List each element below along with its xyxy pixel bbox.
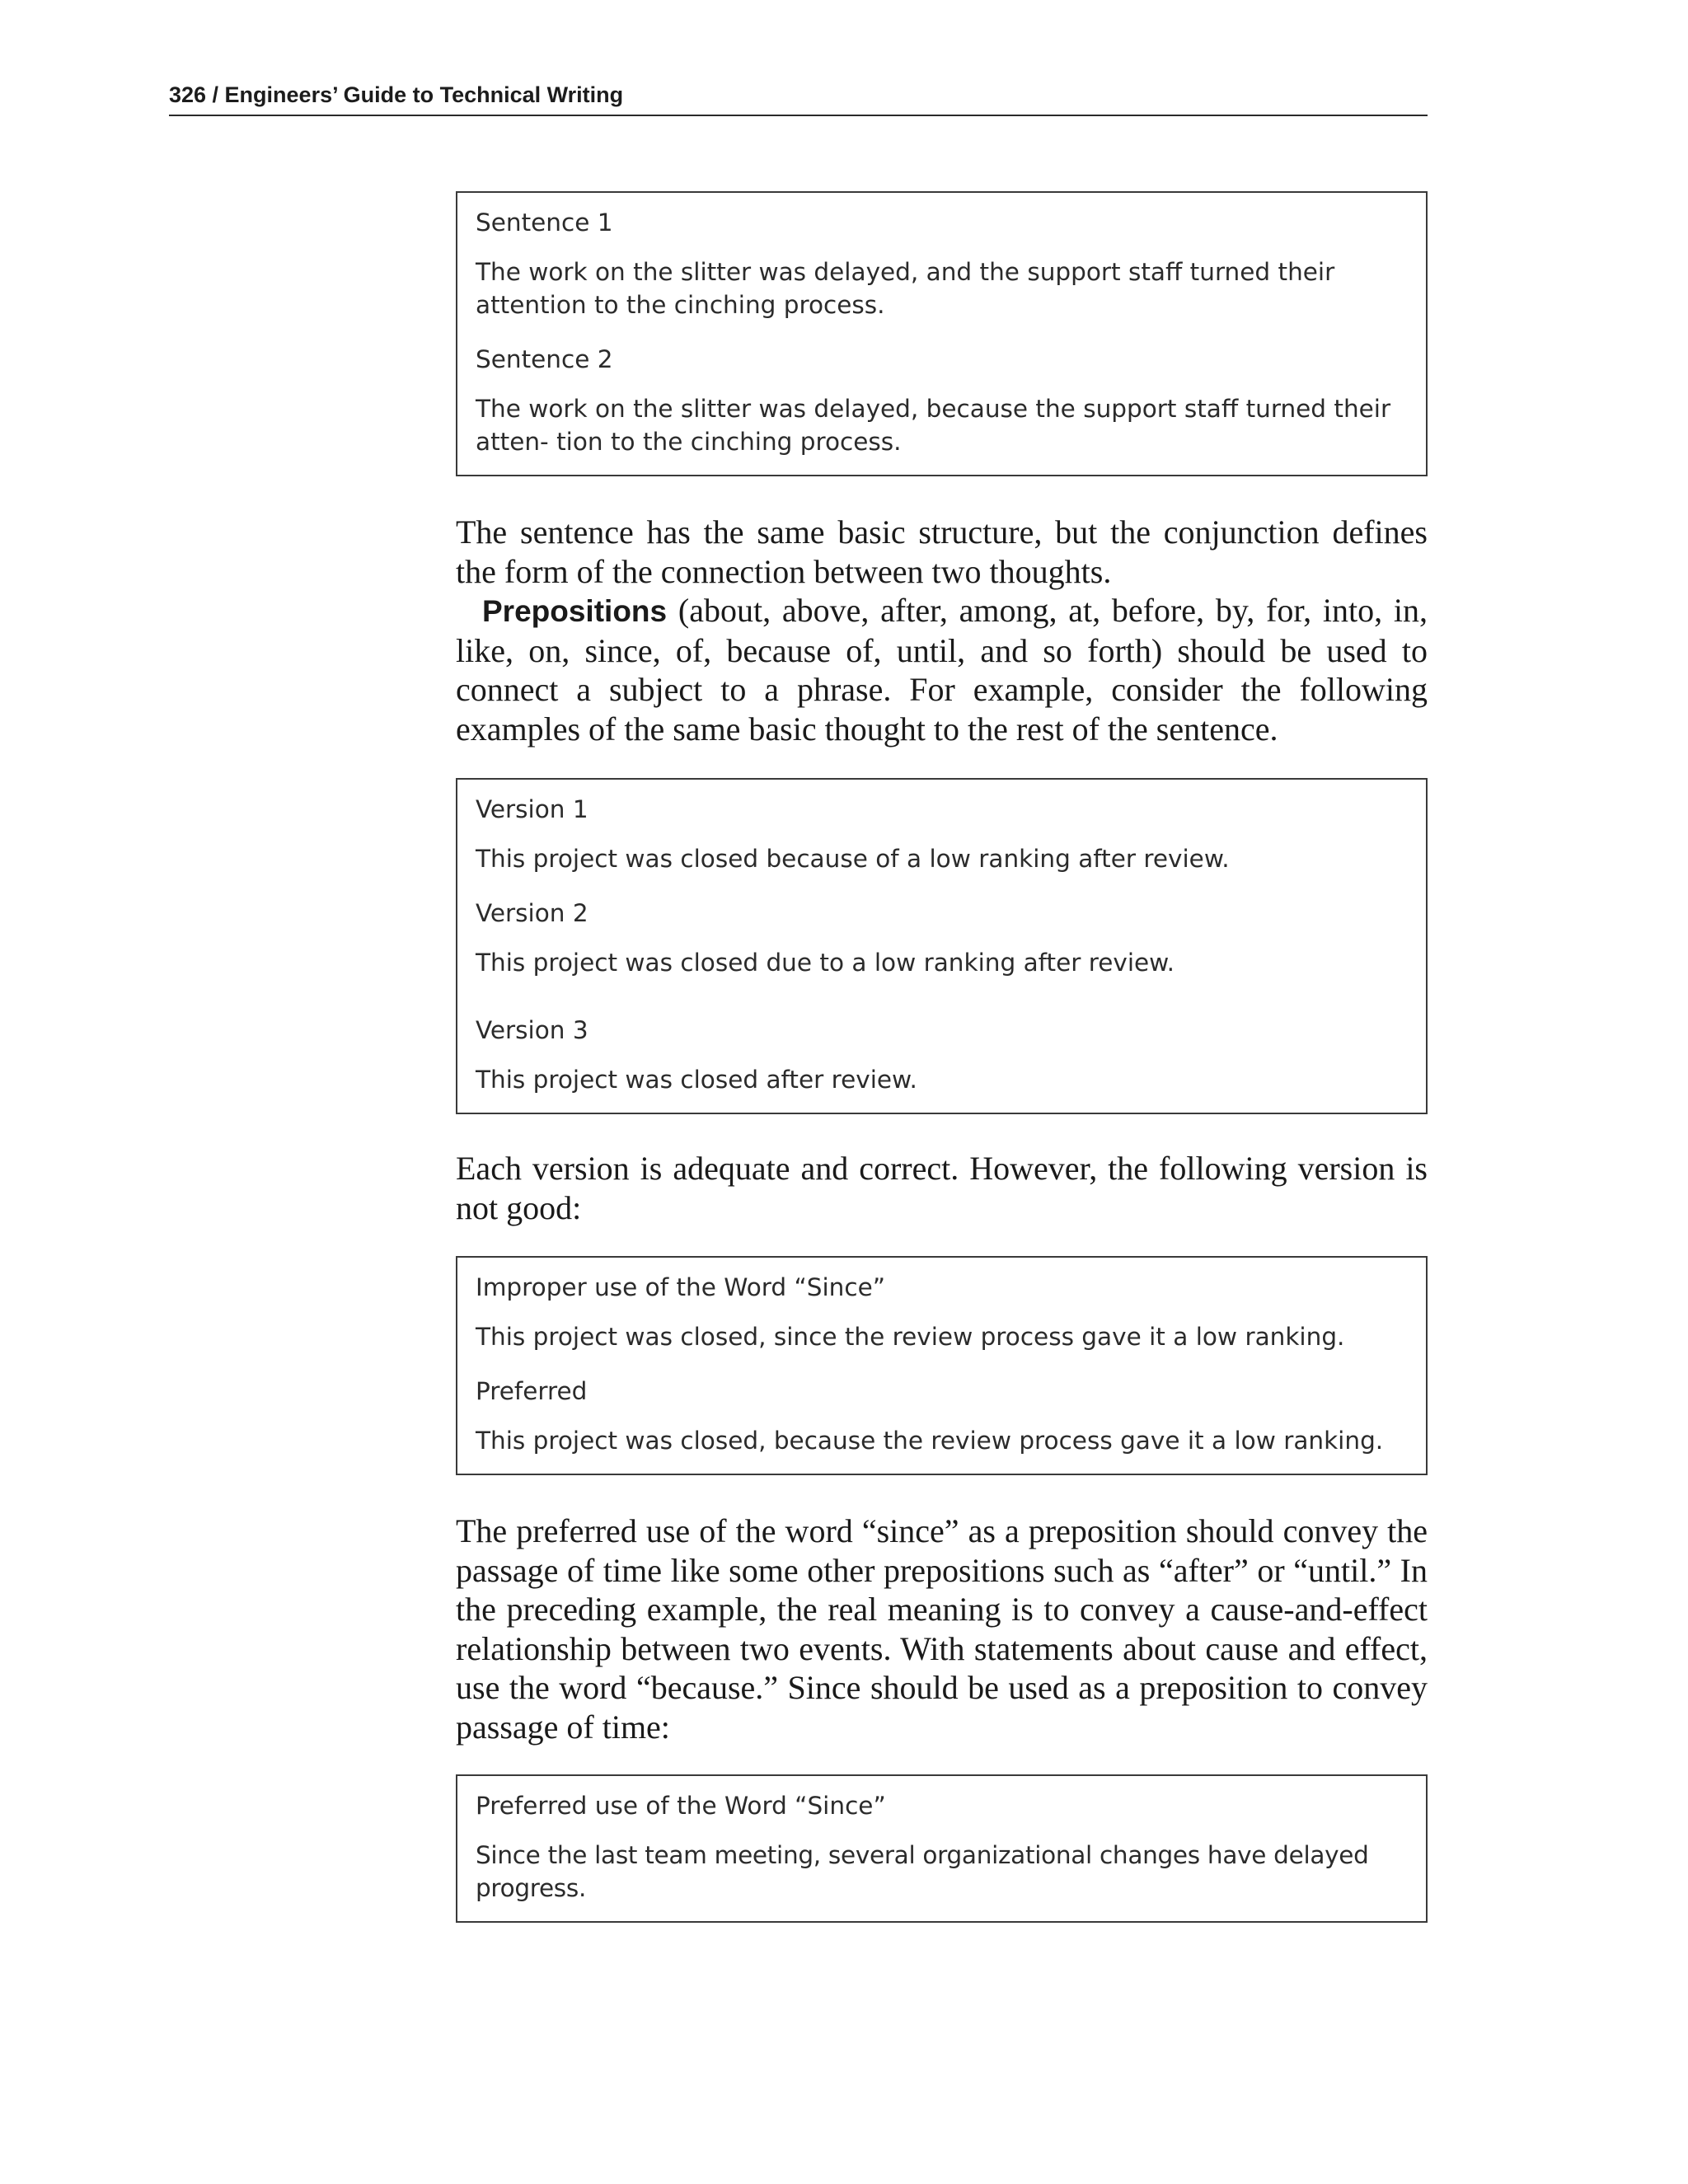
box-text: This project was closed due to a low ranking after review.	[476, 949, 1175, 977]
box-label: Version 3	[476, 1016, 588, 1044]
body-paragraph-prepositions	[456, 591, 1428, 748]
box-text: This project was closed because of a low ranking after review.	[476, 845, 1230, 873]
example-box-preferred-since	[456, 1774, 1428, 1923]
term-prepositions: Prepositions	[482, 594, 668, 628]
box-text: This project was closed after review.	[476, 1066, 917, 1094]
box-label: Sentence 1	[476, 209, 613, 237]
paragraph-text: (about, above, after, among, at, before, by, for, into, in, like, on, since, of, because of, until, and so forth) should be used to connect a subject to a phrase. For example, consider the following examples of the same basic thought to the rest of the sentence.	[456, 592, 1428, 748]
page-content	[456, 191, 1428, 1923]
box-label: Version 2	[476, 899, 588, 927]
box-label: Preferred	[476, 1377, 588, 1405]
box-text: This project was closed, because the review process gave it a low ranking.	[476, 1427, 1384, 1455]
box-text: The work on the slitter was delayed, and the support staff turned their attention to the cinching process.	[476, 258, 1335, 319]
box-label: Preferred use of the Word “Since”	[476, 1792, 886, 1820]
box-text: The work on the slitter was delayed, because the support staff turned their atten- tion to the cinching process.	[476, 395, 1391, 456]
body-paragraph: Each version is adequate and correct. However, the following version is not good:	[456, 1150, 1428, 1226]
box-label: Sentence 2	[476, 345, 613, 373]
body-paragraph: The preferred use of the word “since” as a preposition should convey the passage of time like some other prepositions such as “after” or “until.” In the preceding example, the real meaning is to convey a cause-and-effect relationship between two events. With statements about cause and effect, use the word “because.” Since should be used as a preposition to convey passage of time:	[456, 1512, 1428, 1746]
box-label: Version 1	[476, 795, 588, 823]
box-text: This project was closed, since the review process gave it a low ranking.	[476, 1323, 1345, 1351]
box-label: Improper use of the Word “Since”	[476, 1273, 886, 1301]
running-head: 326 / Engineers’ Guide to Technical Writing	[169, 82, 1428, 116]
example-box-sentences	[456, 191, 1428, 476]
example-box-since	[456, 1256, 1428, 1475]
body-paragraph: The sentence has the same basic structure, but the conjunction defines the form of the connection between two thoughts.	[456, 513, 1428, 590]
box-text: Since the last team meeting, several organizational changes have delayed progress.	[476, 1841, 1369, 1902]
example-box-versions	[456, 778, 1428, 1114]
